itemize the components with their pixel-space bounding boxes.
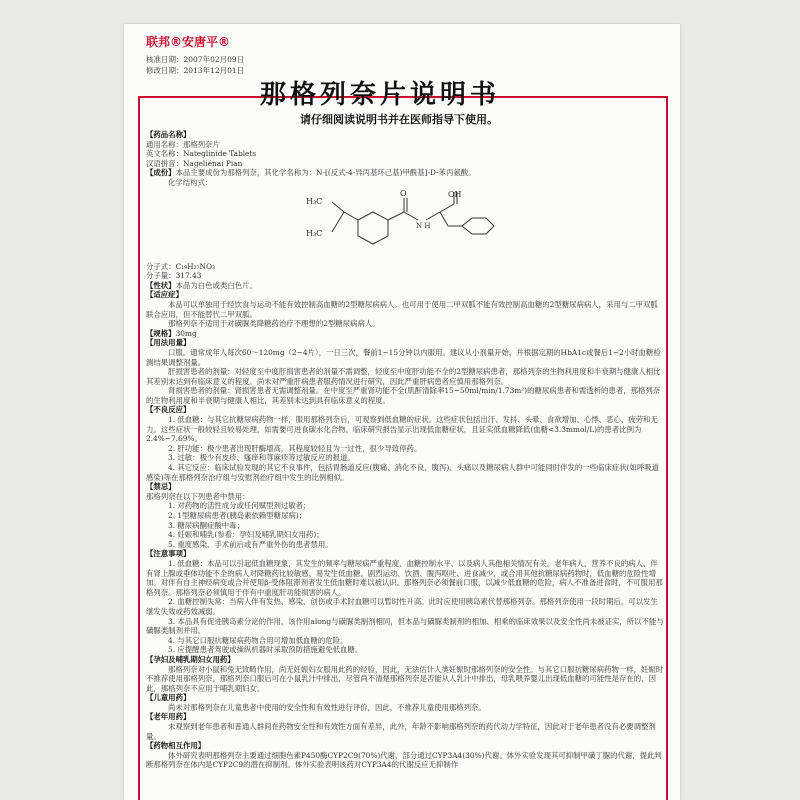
indications-p1: 本品可以单独用于经饮食与运动不能有效控制高血糖的2型糖尿病病人。也可用于使用二甲双胍不能有效控制高血糖的2型糖尿病病人，采用与二甲双胍联合应用，但不能替代二甲双胍。 [146, 299, 658, 319]
geriatric-text: 未观察到老年患者和普通人群间在药物安全性和有效性方面有差异，此外，年龄不影响那格列奈的药代动力学特征，因此对于老年患者没有必要调整剂量。 [146, 722, 656, 741]
adverse-p4: 4. 其它反应：临床试验发现的其它不良事件，包括胃肠道反应(腹痛、消化不良、腹泻)、头痛以及糖尿病人群中可能同时伴发的一些临床症状(如呼吸道感染)等在那格列奈治疗组与安慰剂治疗组中发生的比例相似。 [146, 463, 660, 482]
structure-diagram [296, 188, 516, 262]
approve-date: 核准日期：2007年02月09日 [146, 55, 245, 64]
contraindication-item: 2. 1型糖尿病患者(胰岛素依赖型糖尿病)； [168, 511, 307, 520]
character-text: 本品为白色或类白色片。 [175, 280, 257, 290]
section-head-adverse: 【不良反应】 [146, 405, 191, 415]
struct-h3c-top: H₃C [306, 196, 323, 206]
contraindication-item: 4. 妊娠和哺乳(参看：孕妇及哺乳期妇女用药)； [168, 530, 324, 540]
precautions-p1: 1. 低血糖：本品可以引起低血糖现象，其发生的频率与糖尿病严重程度、血糖控制水平、以及病人其他相关情况有关。老年病人、营养不良的病人、伴有肾上腺或垂体功能不全的病人对降糖药比较敏感，易发生低血糖。剧烈运动、饮酒、腹泻呕吐、进食减少，或合用其他抗糖尿病药物时，低血糖的危险性增加。对伴有自主神经病变或合并使用β-受体阻滞剂者发生低血糖时难以被认识。那格列奈必须餐前口服，以减少低血糖的危险，病人不准备进食时，不可服用那格列奈。那格列奈必须慎用于伴有中重度肝功能损害的病人。 [146, 558, 663, 597]
section-head-spec: 【规格】 [146, 328, 176, 338]
section-head-precautions: 【注意事项】 [146, 549, 191, 559]
spec-text: 30mg [175, 328, 197, 338]
struct-oh: OH [448, 189, 462, 199]
precautions-p2: 2. 血糖控制失常：当病人伴有发热、感染、创伤或手术时血糖可以暂时性升高。此时应使用胰岛素代替那格列奈。那格列奈使用一段时期后，可以发生继发失效或药效减弱。 [146, 597, 658, 616]
adverse-p2: 2. 肝功能：极少患者出现肝酶增高，其程度较轻且为一过性，很少导致停药。 [168, 443, 422, 453]
dosage-p3: 肾损害患者的剂量：肾损害患者无需调整剂量。在中度至严重肾功能不全(肌酐清除率15~50ml/min/1.73m²)的糖尿病患者和需透析的患者，那格列奈的生物利用度和半衰期与健康人相比，其差别未达到具有临床意义的程度。 [146, 386, 661, 405]
chemical-structure [146, 188, 664, 262]
dosage-p1: 口服。通常成年人每次60～120mg（2~4片），一日三次，餐前1~15分钟以内服用。建议从小剂量开始，并根据定期的HbA1c或餐后1~2小时血糖检测结果调整剂量。 [146, 347, 661, 367]
structure-label: 化学结构式： [168, 177, 213, 187]
precautions-p4: 4. 与其它口服抗糖尿病药物合用可增加低血糖的危险。 [168, 635, 348, 645]
pregnancy-text: 那格列奈对小鼠和兔无致畸作用，尚无妊娠妇女服用此药的经验，因此，无法估计人类妊娠时那格列奈的安全性。与其它口服抗糖尿病药物一样，妊娠时不推荐使用那格列奈。那格列奈口服后可在小鼠乳汁中排出，尽管尚不清楚那格列奈是否能从人乳汁中排出，母乳喂养婴儿出现低血糖的可能性是存在的，因此，那格列奈不应用于哺乳期妇女。 [146, 664, 664, 693]
section-head-pregnancy: 【孕妇及哺乳期妇女用药】 [146, 654, 235, 664]
interactions-text: 体外研究表明那格列奈主要通过细胞色素P450酶CYP2C9(70%)代谢，部分通过CYP3A4(30%)代谢。体外实验发现其可抑制甲磺丁脲的代谢，提此判断那格列奈在体内是CYP2C9的潜在抑制剂。体外实验表明该药对CYP3A4的代谢反应无抑制作 [146, 750, 662, 770]
section-head-indications: 【适应症】 [146, 290, 183, 300]
contraindications-intro: 那格列奈在以下列患者中禁用： [146, 491, 250, 501]
section-head-character: 【性状】 [146, 280, 176, 290]
struct-o: O [400, 188, 407, 198]
precautions-p3: 3. 本品具有促进胰岛素分泌的作用，该作用along与磺脲类制剂相同，但本品与磺脲类制剂的相加、相乘的临床效果以及安全性尚未被证实，所以不能与磺脲类制剂并用。 [146, 616, 664, 636]
dosage-p2: 肝损害患者的剂量：对轻度至中度肝损害患者的剂量不需调整，轻度至中度肝功能不全的2型糖尿病患者，那格列奈的生物利用度和半衰期与健康人相比其差别未达到有临床意义的程度。尚未对严重肝病患者服药情况进行研究，因此严重肝病患者应慎用那格列奈。 [146, 367, 661, 386]
struct-nh: N H [416, 221, 431, 230]
section-head-pediatric: 【儿童用药】 [146, 693, 191, 703]
molecular-formula: 分子式：C₁₉H₂₇NO₃ [146, 261, 216, 271]
precautions-p5: 5. 应提醒患者驾驶或操纵机器时采取预防措施避免低血糖。 [168, 645, 363, 655]
page-title: 那格列奈片说明书 [260, 80, 501, 110]
page-subtitle: 请仔细阅读说明书并在医师指导下使用。 [300, 113, 498, 126]
composition-text: 本品主要成份为那格列奈，其化学名称为：N-[(反式-4-异丙基环己基)甲酰基]-D-苯丙氨酸。 [175, 168, 476, 178]
adverse-p1: 1. 低血糖：与其它抗糖尿病药物一样，服用那格列奈后，可观察到低血糖的症状。这些症状包括出汗、发抖、头晕、食欲增加、心悸、恶心、疲劳和无力。这些症状一般较轻且较易处理，如需要可进食碳水化合物。临床研究报告显示出现低血糖症状，且证实低血糖降低(血糖<3.3mmol/L)的患者比例为2.4%~7.69%。 [146, 415, 658, 444]
section-head-interactions: 【药物相互作用】 [146, 741, 206, 751]
date-block [146, 54, 244, 76]
adverse-p3: 3. 过敏：极少有皮疹、瘙痒和荨麻疹等过敏反应的报道。 [168, 453, 355, 463]
english-name: 英文名称：Nateglinide Tablets [146, 149, 257, 159]
pediatric-text: 尚未对那格列奈在儿童患者中使用的安全性和有效性进行评价，因此，不推荐儿童使用那格列奈。 [168, 702, 486, 712]
pinyin-name: 汉语拼音：Nageliénai Pian [146, 158, 243, 168]
generic-name: 通用名称：那格列奈片 [146, 139, 220, 149]
contraindication-item: 5. 重度感染、手术前后或有严重外伤的患者禁用。 [168, 539, 333, 549]
contraindication-item: 1. 对药物的活性成分或任何赋型剂过敏者； [168, 501, 311, 511]
indications-p2: 那格列奈不适用于对磺脲类降糖药治疗不理想的2型糖尿病病人。 [168, 319, 380, 329]
section-head-composition: 【成份】 [146, 168, 176, 178]
struct-h3c-bottom: H₃C [306, 228, 323, 238]
brand-logo: 联邦®安唐平® [146, 35, 231, 49]
section-head-dosage: 【用法用量】 [146, 338, 191, 348]
section-head-drug-name: 【药品名称】 [146, 130, 191, 139]
leaflet-content [146, 130, 664, 770]
section-head-geriatric: 【老年用药】 [146, 712, 191, 722]
contraindication-item: 3. 糖尿病酮症酸中毒； [168, 520, 244, 530]
revise-date: 修改日期：2013年12月01日 [146, 66, 245, 75]
section-head-contraindications: 【禁忌】 [146, 482, 176, 492]
molecular-weight: 分子量：317.43 [146, 271, 202, 281]
